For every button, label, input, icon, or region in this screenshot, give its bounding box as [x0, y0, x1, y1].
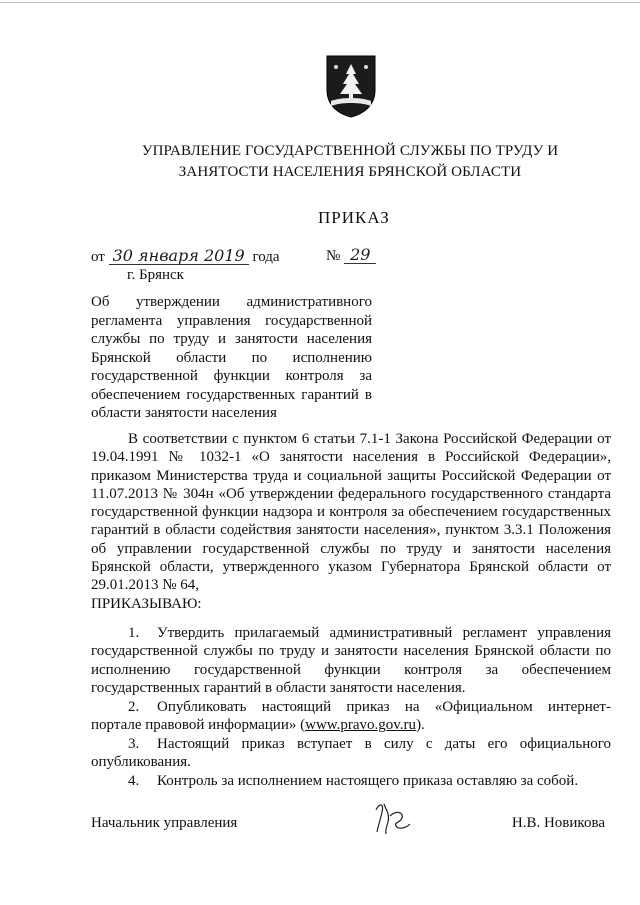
item-line: государственной службы по труду и занятости населения Брянской области по — [91, 643, 611, 660]
subject-line: Брянской области по исполнению — [91, 349, 372, 366]
order-date — [91, 247, 280, 267]
preamble-line: 29.01.2013 № 64, — [91, 577, 200, 594]
subject-line: службы по труду и занятости населения — [91, 331, 372, 347]
order-item-1 — [91, 624, 611, 697]
preamble-line: В соответствии с пунктом 6 статьи 7.1-1 Закона Российской Федерации от — [128, 431, 611, 447]
order-number — [326, 247, 376, 265]
scan-edge-line — [0, 2, 640, 3]
org-name-line-1: УПРАВЛЕНИЕ ГОСУДАРСТВЕННОЙ СЛУЖБЫ ПО ТРУДУ И — [141, 143, 559, 159]
subject-line: государственной функции контроля за — [91, 368, 372, 384]
order-city: г. Брянск — [127, 267, 184, 283]
item-text: Контроль за исполнением настоящего приказа оставляю за собой. — [157, 773, 579, 789]
item-number: 2. — [128, 699, 140, 715]
handwritten-signature-icon — [372, 796, 414, 836]
preamble — [91, 430, 611, 613]
handwritten-number: 29 — [344, 247, 376, 264]
item-first-line — [91, 772, 611, 790]
order-subject — [91, 293, 372, 423]
preamble-line: Брянской области, утвержденного указом Губернатора Брянской области от — [91, 559, 611, 576]
item-text: Настоящий приказ вступает в силу с даты его официального — [157, 736, 611, 752]
item-line: опубликования. — [91, 754, 191, 771]
number-prefix: № — [326, 248, 341, 264]
item-first-line — [91, 698, 611, 716]
preamble-line: 11.07.2013 № 304н «Об утверждении федерального государственного стандарта — [91, 485, 611, 502]
item-line: исполнению государственной функции контроля за обеспечением — [91, 661, 611, 678]
item-text: Утвердить прилагаемый административный регламент управления — [157, 625, 611, 641]
item-number: 4. — [128, 773, 140, 789]
date-prefix: от — [91, 249, 105, 265]
preamble-line: 19.04.1991 № 1032-1 «О занятости населения в Российской Федерации», — [91, 449, 611, 466]
subject-line: области занятости населения — [91, 405, 277, 421]
org-name-line-2: ЗАНЯТОСТИ НАСЕЛЕНИЯ БРЯНСКОЙ ОБЛАСТИ — [178, 164, 522, 180]
item-text: портале правовой информации» ( — [91, 717, 306, 734]
order-item-2 — [91, 698, 611, 735]
order-title: ПРИКАЗ — [318, 208, 390, 227]
preamble-line: государственной функции надзора и контроля за обеспечением государственных — [91, 504, 611, 521]
item-first-line — [91, 624, 611, 642]
item-text: ). — [416, 717, 425, 734]
preamble-line: приказом Министерства труда и социальной защиты Российской Федерации от — [91, 467, 611, 484]
order-command: ПРИКАЗЫВАЮ: — [91, 595, 202, 612]
order-item-3 — [91, 735, 611, 772]
subject-line: регламента управления государственной — [91, 312, 372, 329]
signer-position: Начальник управления — [91, 815, 238, 831]
date-suffix: года — [252, 249, 280, 265]
item-line: государственных гарантий в области занятости населения. — [91, 679, 466, 696]
subject-line: обеспечением государственных гарантий в — [91, 386, 372, 403]
item-line — [91, 716, 611, 734]
preamble-line: об управлении государственной службы по труду и занятости населения — [91, 540, 611, 557]
bryansk-coat-of-arms-icon — [325, 54, 377, 118]
order-item-4 — [91, 772, 611, 790]
preamble-line: гарантий в области содействия занятости населения», пунктом 3.3.1 Положения — [91, 522, 611, 539]
item-text: Опубликовать настоящий приказ на «Официальном интернет- — [157, 699, 611, 715]
item-number: 3. — [128, 736, 140, 752]
item-first-line — [91, 735, 611, 753]
pravo-gov-link[interactable]: www.pravo.gov.ru — [305, 717, 417, 734]
subject-line: Об утверждении административного — [91, 294, 372, 310]
item-number: 1. — [128, 625, 140, 641]
handwritten-date: 30 января 2019 — [109, 248, 249, 265]
signer-name: Н.В. Новикова — [511, 815, 605, 831]
